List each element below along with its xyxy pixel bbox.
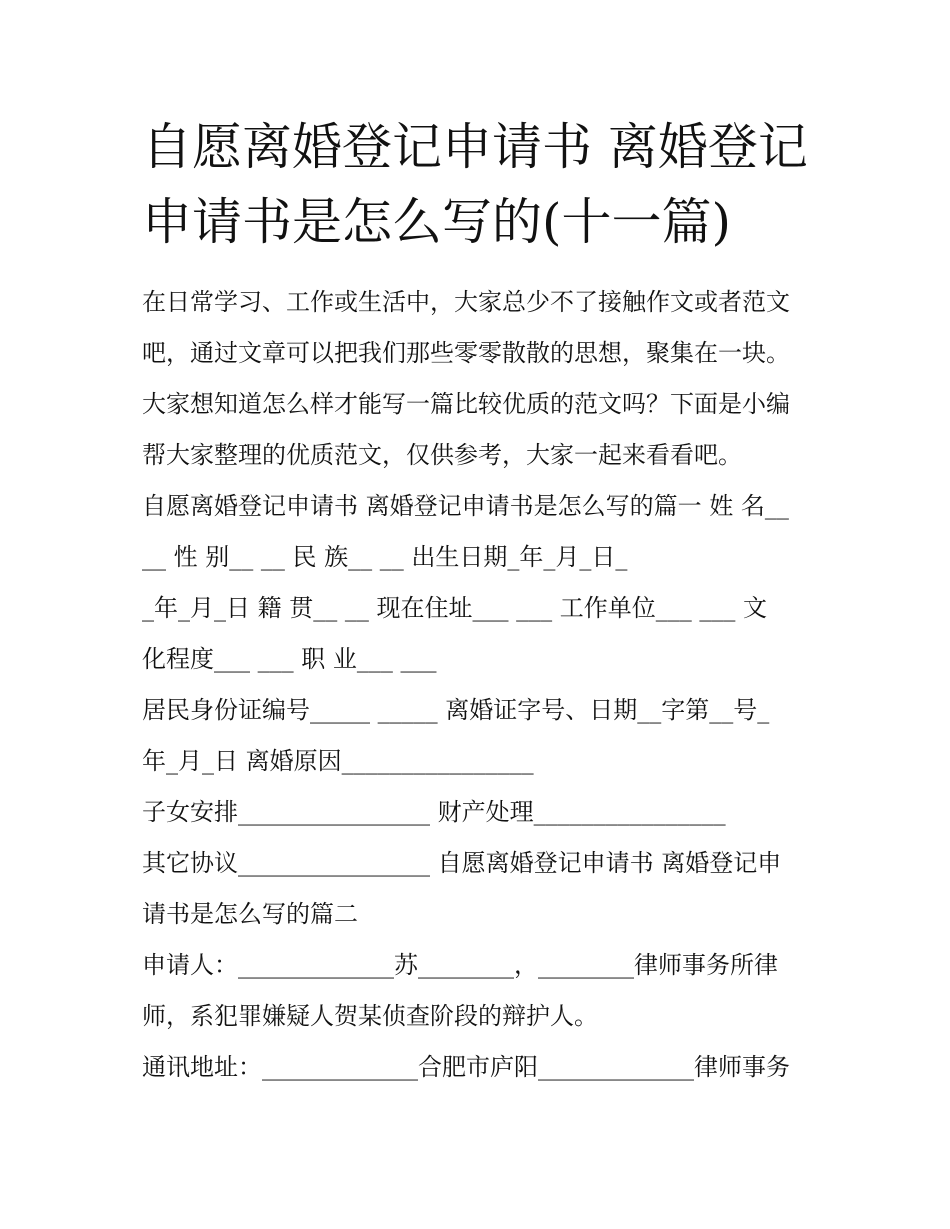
body-line-14: 申请人：_____________苏________，________律师事务所律 [142,951,778,979]
body-line-10: 年_月_日 离婚原因________________ [142,747,534,775]
body-line-1: 在日常学习、工作或生活中，大家总少不了接触作文或者范文 [142,288,790,316]
document-title [142,110,822,260]
title-line-1: 自愿离婚登记申请书 离婚登记 [142,118,808,176]
body-line-5: 自愿离婚登记申请书 离婚登记申请书是怎么写的篇一 姓 名__ [142,492,789,520]
body-line-12: 其它协议________________ 自愿离婚登记申请书 离婚登记申 [142,849,782,877]
body-line-2: 吧，通过文章可以把我们那些零零散散的思想，聚集在一块。 [142,339,790,367]
body-line-13: 请书是怎么写的篇二 [142,900,358,928]
body-line-16: 通讯地址：_____________合肥市庐阳_____________律师事务 [142,1053,790,1081]
body-line-7: _年_月_日 籍 贯__ __ 现在住址___ ___ 工作单位___ ___ 文 [142,594,768,622]
body-line-6: __ 性 别__ __ 民 族__ __ 出生日期_年_月_日_ [142,543,628,571]
body-line-15: 师，系犯罪嫌疑人贺某侦查阶段的辩护人。 [142,1002,598,1030]
body-line-3: 大家想知道怎么样才能写一篇比较优质的范文吗？下面是小编 [142,390,790,418]
title-line-2: 申请书是怎么写的(十一篇) [142,193,732,251]
body-line-9: 居民身份证编号_____ _____ 离婚证字号、日期__字第__号_ [142,696,770,724]
body-line-8: 化程度___ ___ 职 业___ ___ [142,645,437,673]
document-body [142,277,822,1093]
body-line-11: 子女安排________________ 财产处理________________ [142,798,726,826]
body-line-4: 帮大家整理的优质范文，仅供参考，大家一起来看看吧。 [142,441,742,469]
